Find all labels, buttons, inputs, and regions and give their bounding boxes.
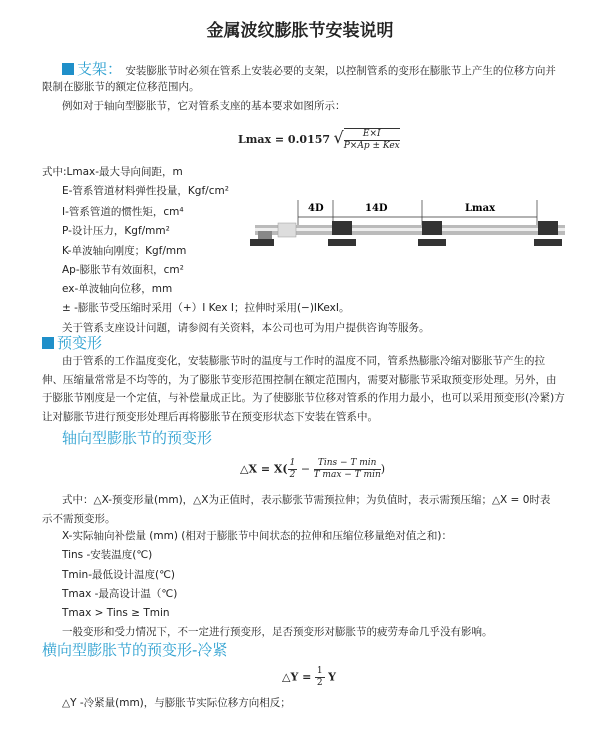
lateral-line: △Y -冷紧量(mm)，与膨胀节实际位移方向相反；	[62, 697, 291, 709]
formula-minus: −	[300, 462, 311, 476]
axial-line: Tmax > Tins ≥ Tmin	[62, 607, 170, 619]
definition-line: ± -膨胀节受压缩时采用（+）I Kex I；拉伸时采用(−)IKexI。	[62, 302, 350, 314]
support-diagram	[250, 195, 570, 255]
formula-lhs: Lmax = 0.0157	[238, 133, 331, 146]
definition-line: E-管系管道材料弹性投量，Kgf/cm²	[62, 185, 229, 197]
predeform-heading-text: 预变形	[57, 334, 103, 352]
page-title: 金属波纹膨胀节安装说明	[206, 21, 394, 41]
square-bullet-icon	[62, 63, 74, 75]
support-text: 安装膨胀节时必须在管系上安装必要的支架，以控制管系的变形在膨胀节上产生的位移方向并	[125, 65, 556, 77]
formula-lhs: △X = X(	[240, 462, 288, 476]
axial-line: Tins -安装温度(℃)	[62, 549, 153, 561]
predeform-heading	[42, 334, 102, 352]
definition-line: P-设计压力，Kgf/mm²	[62, 225, 170, 237]
predeform-para-line: 于膨胀节刚度是一个定值，与补偿量成正比。为了使膨胀节位移对管系的作用力最小，也可以采用预变形(冷紧)方	[42, 392, 565, 404]
formula-den: 2	[289, 470, 296, 480]
definition-line: 式中:Lmax-最大导向间距，m	[42, 166, 183, 178]
axial-line: Tmin-最低设计温度(℃)	[62, 569, 175, 581]
definition-line: K-单波轴向刚度；Kgf/mm	[62, 245, 187, 257]
lateral-heading: 横向型膨胀节的预变形-冷紧	[42, 641, 228, 659]
definition-line: Ap-膨胀节有效面积，cm²	[62, 264, 184, 276]
predeform-para-line: 让对膨胀节进行预变形处理后再将膨胀节在预变形状态下安装在管系中。	[42, 411, 378, 423]
delta-y-formula	[282, 666, 336, 689]
formula-lhs: △Y =	[282, 670, 312, 684]
delta-x-formula	[240, 458, 385, 481]
formula-num: 1	[289, 458, 296, 468]
definition-line: 关于管系支座设计问题，请参阅有关资料，本公司也可为用户提供咨询等服务。	[62, 322, 430, 334]
axial-line: X-实际轴向补偿量 (mm) (相对于膨胀节中间状态的拉伸和压缩位移量绝对值之和)：	[62, 530, 452, 542]
formula-rhs: )	[380, 462, 386, 476]
formula-num: E×I	[344, 129, 400, 141]
lmax-formula: Lmax = 0.0157 √ $\frac{E\times I}{\text{P×Ap ± Kex}}$	[238, 128, 400, 151]
axial-heading: 轴向型膨胀节的预变形	[62, 429, 213, 447]
axial-line: 示不需预变形。	[42, 513, 116, 525]
formula-den: T max − T min	[313, 470, 381, 480]
support-heading	[62, 60, 122, 78]
predeform-para-line: 伸、压缩量常常是不均等的，为了膨胀节变形范围控制在额定范围内，需要对膨胀节采取预变形处理。另外，由	[42, 374, 557, 386]
axial-line: Tmax -最高设计温（℃)	[62, 588, 178, 600]
formula-den: 2	[316, 678, 323, 688]
formula-den: P×Ap ± Kex	[343, 141, 400, 151]
support-line2: 限制在膨胀节的额定位移范围内。	[42, 81, 200, 93]
predeform-para-line: 由于管系的工作温度变化，安装膨胀节时的温度与工作时的温度不同，管系热膨胀冷缩对膨胀节产生的拉	[62, 355, 545, 367]
formula-num: 1	[316, 666, 323, 676]
definition-line: ex-单波轴向位移，mm	[62, 283, 173, 295]
formula-num: Tins − T min	[314, 458, 381, 470]
formula-rhs: Y	[328, 670, 336, 684]
definition-line: I-管系管道的惯性矩，cm⁴	[62, 206, 184, 218]
label-lmax: Lmax	[465, 203, 496, 214]
label-14d: 14D	[365, 203, 388, 214]
support-line3: 例如对于轴向型膨胀节，它对管系支座的基本要求如图所示：	[62, 100, 346, 112]
label-4d: 4D	[308, 203, 324, 214]
support-heading-text: 支架：	[77, 60, 123, 78]
axial-line: 式中：△X-预变形量(mm)，△X为正值时，表示膨张节需预拉伸；为负值时，表示需预压缩；△X = 0时表	[62, 494, 551, 506]
axial-line: 一般变形和受力情况下，不一定进行预变形，足否预变形对膨胀节的疲劳寿命几乎没有影响。	[62, 626, 493, 638]
support-line1	[62, 60, 556, 78]
square-bullet-icon	[42, 337, 54, 349]
